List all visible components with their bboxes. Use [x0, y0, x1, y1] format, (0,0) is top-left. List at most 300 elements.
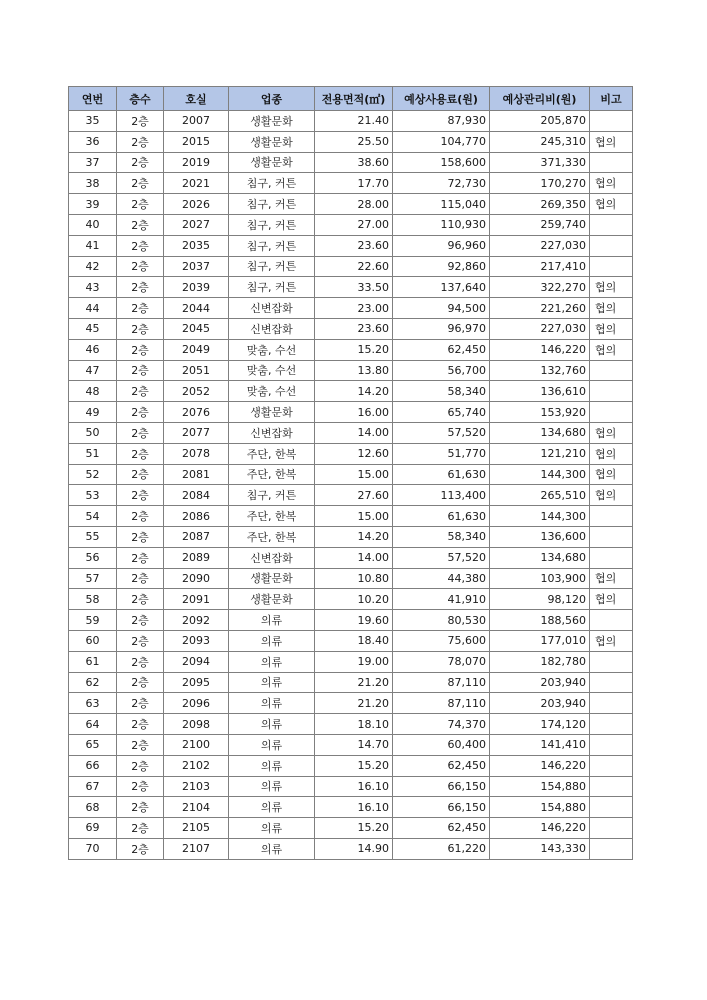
cell-serial-number: 41: [69, 235, 117, 256]
cell-usage-fee: 62,450: [393, 339, 490, 360]
cell-business-type: 침구, 커튼: [229, 173, 315, 194]
cell-floor: 2층: [117, 693, 164, 714]
cell-serial-number: 56: [69, 547, 117, 568]
cell-maintenance-fee: 103,900: [490, 568, 590, 589]
cell-area: 14.90: [315, 838, 393, 859]
cell-maintenance-fee: 245,310: [490, 131, 590, 152]
cell-usage-fee: 115,040: [393, 194, 490, 215]
cell-serial-number: 38: [69, 173, 117, 194]
cell-maintenance-fee: 177,010: [490, 630, 590, 651]
cell-room: 2044: [164, 298, 229, 319]
cell-room: 2081: [164, 464, 229, 485]
cell-usage-fee: 61,630: [393, 464, 490, 485]
cell-area: 15.20: [315, 339, 393, 360]
cell-business-type: 의류: [229, 755, 315, 776]
cell-room: 2102: [164, 755, 229, 776]
cell-serial-number: 54: [69, 506, 117, 527]
cell-floor: 2층: [117, 194, 164, 215]
cell-usage-fee: 113,400: [393, 485, 490, 506]
cell-room: 2084: [164, 485, 229, 506]
cell-area: 21.20: [315, 672, 393, 693]
cell-room: 2027: [164, 214, 229, 235]
cell-remarks: [590, 693, 633, 714]
cell-usage-fee: 65,740: [393, 402, 490, 423]
cell-floor: 2층: [117, 298, 164, 319]
cell-floor: 2층: [117, 610, 164, 631]
cell-business-type: 주단, 한복: [229, 506, 315, 527]
cell-business-type: 의류: [229, 776, 315, 797]
cell-business-type: 침구, 커튼: [229, 214, 315, 235]
cell-maintenance-fee: 134,680: [490, 547, 590, 568]
table-row: [69, 318, 633, 339]
cell-maintenance-fee: 322,270: [490, 277, 590, 298]
cell-usage-fee: 61,630: [393, 506, 490, 527]
cell-serial-number: 62: [69, 672, 117, 693]
cell-room: 2103: [164, 776, 229, 797]
cell-serial-number: 39: [69, 194, 117, 215]
cell-room: 2021: [164, 173, 229, 194]
cell-area: 10.20: [315, 589, 393, 610]
cell-usage-fee: 74,370: [393, 714, 490, 735]
cell-area: 22.60: [315, 256, 393, 277]
cell-usage-fee: 137,640: [393, 277, 490, 298]
cell-serial-number: 43: [69, 277, 117, 298]
cell-area: 13.80: [315, 360, 393, 381]
cell-room: 2090: [164, 568, 229, 589]
cell-room: 2107: [164, 838, 229, 859]
cell-usage-fee: 104,770: [393, 131, 490, 152]
cell-floor: 2층: [117, 547, 164, 568]
cell-area: 17.70: [315, 173, 393, 194]
cell-remarks: [590, 111, 633, 132]
cell-remarks: 협의: [590, 568, 633, 589]
cell-business-type: 신변잡화: [229, 422, 315, 443]
cell-serial-number: 66: [69, 755, 117, 776]
cell-remarks: [590, 838, 633, 859]
cell-remarks: 협의: [590, 318, 633, 339]
cell-maintenance-fee: 371,330: [490, 152, 590, 173]
cell-business-type: 생활문화: [229, 152, 315, 173]
table-row: [69, 443, 633, 464]
cell-maintenance-fee: 132,760: [490, 360, 590, 381]
cell-remarks: 협의: [590, 339, 633, 360]
cell-floor: 2층: [117, 443, 164, 464]
cell-serial-number: 70: [69, 838, 117, 859]
cell-floor: 2층: [117, 111, 164, 132]
cell-business-type: 침구, 커튼: [229, 194, 315, 215]
cell-floor: 2층: [117, 630, 164, 651]
table-row: [69, 402, 633, 423]
cell-floor: 2층: [117, 235, 164, 256]
table-row: [69, 235, 633, 256]
cell-maintenance-fee: 227,030: [490, 235, 590, 256]
cell-usage-fee: 87,110: [393, 693, 490, 714]
cell-usage-fee: 96,970: [393, 318, 490, 339]
cell-area: 12.60: [315, 443, 393, 464]
cell-usage-fee: 78,070: [393, 651, 490, 672]
header-maintenance-fee: 예상관리비(원): [490, 87, 590, 111]
cell-business-type: 의류: [229, 734, 315, 755]
cell-business-type: 의류: [229, 693, 315, 714]
cell-remarks: [590, 402, 633, 423]
cell-maintenance-fee: 146,220: [490, 755, 590, 776]
table-row: [69, 111, 633, 132]
cell-remarks: [590, 651, 633, 672]
cell-usage-fee: 94,500: [393, 298, 490, 319]
cell-floor: 2층: [117, 131, 164, 152]
cell-usage-fee: 72,730: [393, 173, 490, 194]
cell-usage-fee: 66,150: [393, 797, 490, 818]
cell-area: 27.60: [315, 485, 393, 506]
cell-usage-fee: 87,110: [393, 672, 490, 693]
cell-business-type: 의류: [229, 818, 315, 839]
cell-remarks: [590, 506, 633, 527]
cell-floor: 2층: [117, 818, 164, 839]
header-serial-number: 연번: [69, 87, 117, 111]
cell-floor: 2층: [117, 506, 164, 527]
cell-business-type: 의류: [229, 797, 315, 818]
cell-room: 2091: [164, 589, 229, 610]
cell-remarks: [590, 714, 633, 735]
cell-room: 2051: [164, 360, 229, 381]
cell-remarks: [590, 776, 633, 797]
cell-serial-number: 55: [69, 526, 117, 547]
cell-floor: 2층: [117, 797, 164, 818]
cell-serial-number: 35: [69, 111, 117, 132]
cell-floor: 2층: [117, 339, 164, 360]
cell-maintenance-fee: 154,880: [490, 797, 590, 818]
header-room: 호실: [164, 87, 229, 111]
cell-serial-number: 65: [69, 734, 117, 755]
cell-room: 2089: [164, 547, 229, 568]
table-row: [69, 526, 633, 547]
cell-serial-number: 46: [69, 339, 117, 360]
cell-floor: 2층: [117, 381, 164, 402]
cell-serial-number: 45: [69, 318, 117, 339]
cell-area: 23.60: [315, 318, 393, 339]
store-rental-table: [68, 86, 633, 860]
cell-floor: 2층: [117, 402, 164, 423]
cell-serial-number: 48: [69, 381, 117, 402]
table-row: [69, 506, 633, 527]
cell-usage-fee: 44,380: [393, 568, 490, 589]
cell-business-type: 생활문화: [229, 131, 315, 152]
cell-serial-number: 69: [69, 818, 117, 839]
cell-room: 2039: [164, 277, 229, 298]
cell-area: 21.40: [315, 111, 393, 132]
cell-serial-number: 52: [69, 464, 117, 485]
cell-serial-number: 57: [69, 568, 117, 589]
cell-serial-number: 37: [69, 152, 117, 173]
table-row: [69, 797, 633, 818]
table-row: [69, 651, 633, 672]
cell-serial-number: 50: [69, 422, 117, 443]
cell-usage-fee: 56,700: [393, 360, 490, 381]
cell-room: 2045: [164, 318, 229, 339]
cell-floor: 2층: [117, 256, 164, 277]
cell-room: 2078: [164, 443, 229, 464]
cell-room: 2094: [164, 651, 229, 672]
cell-business-type: 생활문화: [229, 589, 315, 610]
cell-serial-number: 67: [69, 776, 117, 797]
cell-business-type: 침구, 커튼: [229, 235, 315, 256]
cell-area: 18.10: [315, 714, 393, 735]
cell-business-type: 침구, 커튼: [229, 485, 315, 506]
cell-maintenance-fee: 205,870: [490, 111, 590, 132]
cell-business-type: 주단, 한복: [229, 443, 315, 464]
cell-maintenance-fee: 174,120: [490, 714, 590, 735]
cell-area: 16.10: [315, 776, 393, 797]
cell-floor: 2층: [117, 422, 164, 443]
cell-business-type: 맞춤, 수선: [229, 339, 315, 360]
cell-business-type: 주단, 한복: [229, 526, 315, 547]
table-row: [69, 464, 633, 485]
cell-remarks: [590, 818, 633, 839]
cell-serial-number: 53: [69, 485, 117, 506]
table-row: [69, 360, 633, 381]
cell-floor: 2층: [117, 714, 164, 735]
cell-remarks: [590, 235, 633, 256]
table-row: [69, 214, 633, 235]
table-row: [69, 339, 633, 360]
cell-usage-fee: 80,530: [393, 610, 490, 631]
cell-business-type: 의류: [229, 714, 315, 735]
cell-serial-number: 61: [69, 651, 117, 672]
table-row: [69, 610, 633, 631]
cell-area: 16.10: [315, 797, 393, 818]
cell-usage-fee: 110,930: [393, 214, 490, 235]
cell-floor: 2층: [117, 734, 164, 755]
cell-floor: 2층: [117, 214, 164, 235]
cell-maintenance-fee: 217,410: [490, 256, 590, 277]
cell-maintenance-fee: 146,220: [490, 339, 590, 360]
cell-business-type: 침구, 커튼: [229, 256, 315, 277]
table-row: [69, 277, 633, 298]
cell-floor: 2층: [117, 152, 164, 173]
cell-floor: 2층: [117, 651, 164, 672]
cell-remarks: [590, 755, 633, 776]
header-usage-fee: 예상사용료(원): [393, 87, 490, 111]
cell-usage-fee: 58,340: [393, 381, 490, 402]
cell-business-type: 생활문화: [229, 111, 315, 132]
cell-floor: 2층: [117, 173, 164, 194]
cell-maintenance-fee: 265,510: [490, 485, 590, 506]
cell-remarks: 협의: [590, 630, 633, 651]
cell-business-type: 의류: [229, 630, 315, 651]
cell-serial-number: 36: [69, 131, 117, 152]
cell-room: 2049: [164, 339, 229, 360]
cell-floor: 2층: [117, 360, 164, 381]
cell-serial-number: 64: [69, 714, 117, 735]
header-floor: 층수: [117, 87, 164, 111]
cell-floor: 2층: [117, 589, 164, 610]
cell-business-type: 신변잡화: [229, 547, 315, 568]
table-row: [69, 589, 633, 610]
cell-area: 33.50: [315, 277, 393, 298]
cell-area: 15.00: [315, 506, 393, 527]
cell-serial-number: 59: [69, 610, 117, 631]
header-row: [69, 87, 633, 111]
cell-maintenance-fee: 98,120: [490, 589, 590, 610]
cell-area: 19.60: [315, 610, 393, 631]
cell-remarks: 협의: [590, 443, 633, 464]
table-row: [69, 776, 633, 797]
cell-floor: 2층: [117, 485, 164, 506]
cell-maintenance-fee: 146,220: [490, 818, 590, 839]
cell-room: 2037: [164, 256, 229, 277]
table-row: [69, 818, 633, 839]
cell-usage-fee: 41,910: [393, 589, 490, 610]
cell-remarks: 협의: [590, 589, 633, 610]
cell-maintenance-fee: 121,210: [490, 443, 590, 464]
table-row: [69, 693, 633, 714]
cell-serial-number: 63: [69, 693, 117, 714]
cell-area: 18.40: [315, 630, 393, 651]
cell-maintenance-fee: 144,300: [490, 506, 590, 527]
table-row: [69, 152, 633, 173]
cell-serial-number: 51: [69, 443, 117, 464]
table-row: [69, 256, 633, 277]
cell-maintenance-fee: 227,030: [490, 318, 590, 339]
cell-area: 23.60: [315, 235, 393, 256]
table-row: [69, 381, 633, 402]
cell-maintenance-fee: 203,940: [490, 672, 590, 693]
table-row: [69, 485, 633, 506]
table-row: [69, 547, 633, 568]
cell-area: 10.80: [315, 568, 393, 589]
cell-room: 2052: [164, 381, 229, 402]
cell-usage-fee: 51,770: [393, 443, 490, 464]
cell-area: 15.20: [315, 818, 393, 839]
cell-business-type: 맞춤, 수선: [229, 360, 315, 381]
cell-serial-number: 44: [69, 298, 117, 319]
cell-floor: 2층: [117, 838, 164, 859]
table-row: [69, 734, 633, 755]
table-row: [69, 131, 633, 152]
cell-maintenance-fee: 136,600: [490, 526, 590, 547]
cell-usage-fee: 75,600: [393, 630, 490, 651]
cell-area: 23.00: [315, 298, 393, 319]
cell-usage-fee: 92,860: [393, 256, 490, 277]
cell-room: 2098: [164, 714, 229, 735]
cell-room: 2019: [164, 152, 229, 173]
cell-usage-fee: 158,600: [393, 152, 490, 173]
cell-maintenance-fee: 221,260: [490, 298, 590, 319]
cell-room: 2076: [164, 402, 229, 423]
cell-room: 2105: [164, 818, 229, 839]
cell-area: 15.00: [315, 464, 393, 485]
cell-area: 15.20: [315, 755, 393, 776]
cell-room: 2092: [164, 610, 229, 631]
cell-remarks: 협의: [590, 194, 633, 215]
cell-maintenance-fee: 136,610: [490, 381, 590, 402]
cell-remarks: [590, 152, 633, 173]
cell-usage-fee: 61,220: [393, 838, 490, 859]
cell-business-type: 생활문화: [229, 402, 315, 423]
cell-business-type: 의류: [229, 651, 315, 672]
cell-maintenance-fee: 203,940: [490, 693, 590, 714]
cell-usage-fee: 66,150: [393, 776, 490, 797]
cell-room: 2095: [164, 672, 229, 693]
cell-area: 25.50: [315, 131, 393, 152]
cell-usage-fee: 62,450: [393, 755, 490, 776]
cell-business-type: 신변잡화: [229, 318, 315, 339]
cell-maintenance-fee: 154,880: [490, 776, 590, 797]
cell-remarks: [590, 214, 633, 235]
cell-business-type: 맞춤, 수선: [229, 381, 315, 402]
cell-remarks: [590, 547, 633, 568]
cell-remarks: 협의: [590, 464, 633, 485]
cell-usage-fee: 57,520: [393, 547, 490, 568]
cell-usage-fee: 96,960: [393, 235, 490, 256]
cell-usage-fee: 60,400: [393, 734, 490, 755]
cell-area: 14.00: [315, 422, 393, 443]
cell-floor: 2층: [117, 568, 164, 589]
cell-remarks: 협의: [590, 298, 633, 319]
header-remarks: 비고: [590, 87, 633, 111]
cell-area: 38.60: [315, 152, 393, 173]
cell-serial-number: 47: [69, 360, 117, 381]
cell-business-type: 생활문화: [229, 568, 315, 589]
cell-usage-fee: 57,520: [393, 422, 490, 443]
cell-room: 2096: [164, 693, 229, 714]
cell-business-type: 의류: [229, 610, 315, 631]
cell-remarks: [590, 797, 633, 818]
table-row: [69, 422, 633, 443]
cell-floor: 2층: [117, 755, 164, 776]
cell-remarks: 협의: [590, 131, 633, 152]
cell-area: 16.00: [315, 402, 393, 423]
table-row: [69, 755, 633, 776]
cell-business-type: 신변잡화: [229, 298, 315, 319]
cell-maintenance-fee: 269,350: [490, 194, 590, 215]
cell-remarks: 협의: [590, 485, 633, 506]
cell-maintenance-fee: 188,560: [490, 610, 590, 631]
cell-area: 14.70: [315, 734, 393, 755]
cell-room: 2007: [164, 111, 229, 132]
cell-floor: 2층: [117, 318, 164, 339]
cell-serial-number: 58: [69, 589, 117, 610]
cell-remarks: [590, 256, 633, 277]
cell-maintenance-fee: 182,780: [490, 651, 590, 672]
cell-room: 2100: [164, 734, 229, 755]
cell-maintenance-fee: 134,680: [490, 422, 590, 443]
cell-floor: 2층: [117, 277, 164, 298]
cell-business-type: 주단, 한복: [229, 464, 315, 485]
cell-maintenance-fee: 143,330: [490, 838, 590, 859]
header-business-type: 업종: [229, 87, 315, 111]
cell-maintenance-fee: 259,740: [490, 214, 590, 235]
cell-area: 14.00: [315, 547, 393, 568]
table-row: [69, 568, 633, 589]
cell-maintenance-fee: 170,270: [490, 173, 590, 194]
cell-remarks: [590, 381, 633, 402]
cell-room: 2104: [164, 797, 229, 818]
cell-room: 2015: [164, 131, 229, 152]
header-area: 전용면적(㎡): [315, 87, 393, 111]
table-row: [69, 672, 633, 693]
cell-serial-number: 68: [69, 797, 117, 818]
cell-remarks: [590, 360, 633, 381]
cell-business-type: 의류: [229, 838, 315, 859]
table-row: [69, 194, 633, 215]
cell-area: 14.20: [315, 526, 393, 547]
cell-remarks: 협의: [590, 277, 633, 298]
cell-business-type: 침구, 커튼: [229, 277, 315, 298]
cell-floor: 2층: [117, 672, 164, 693]
table-row: [69, 714, 633, 735]
cell-remarks: 협의: [590, 422, 633, 443]
